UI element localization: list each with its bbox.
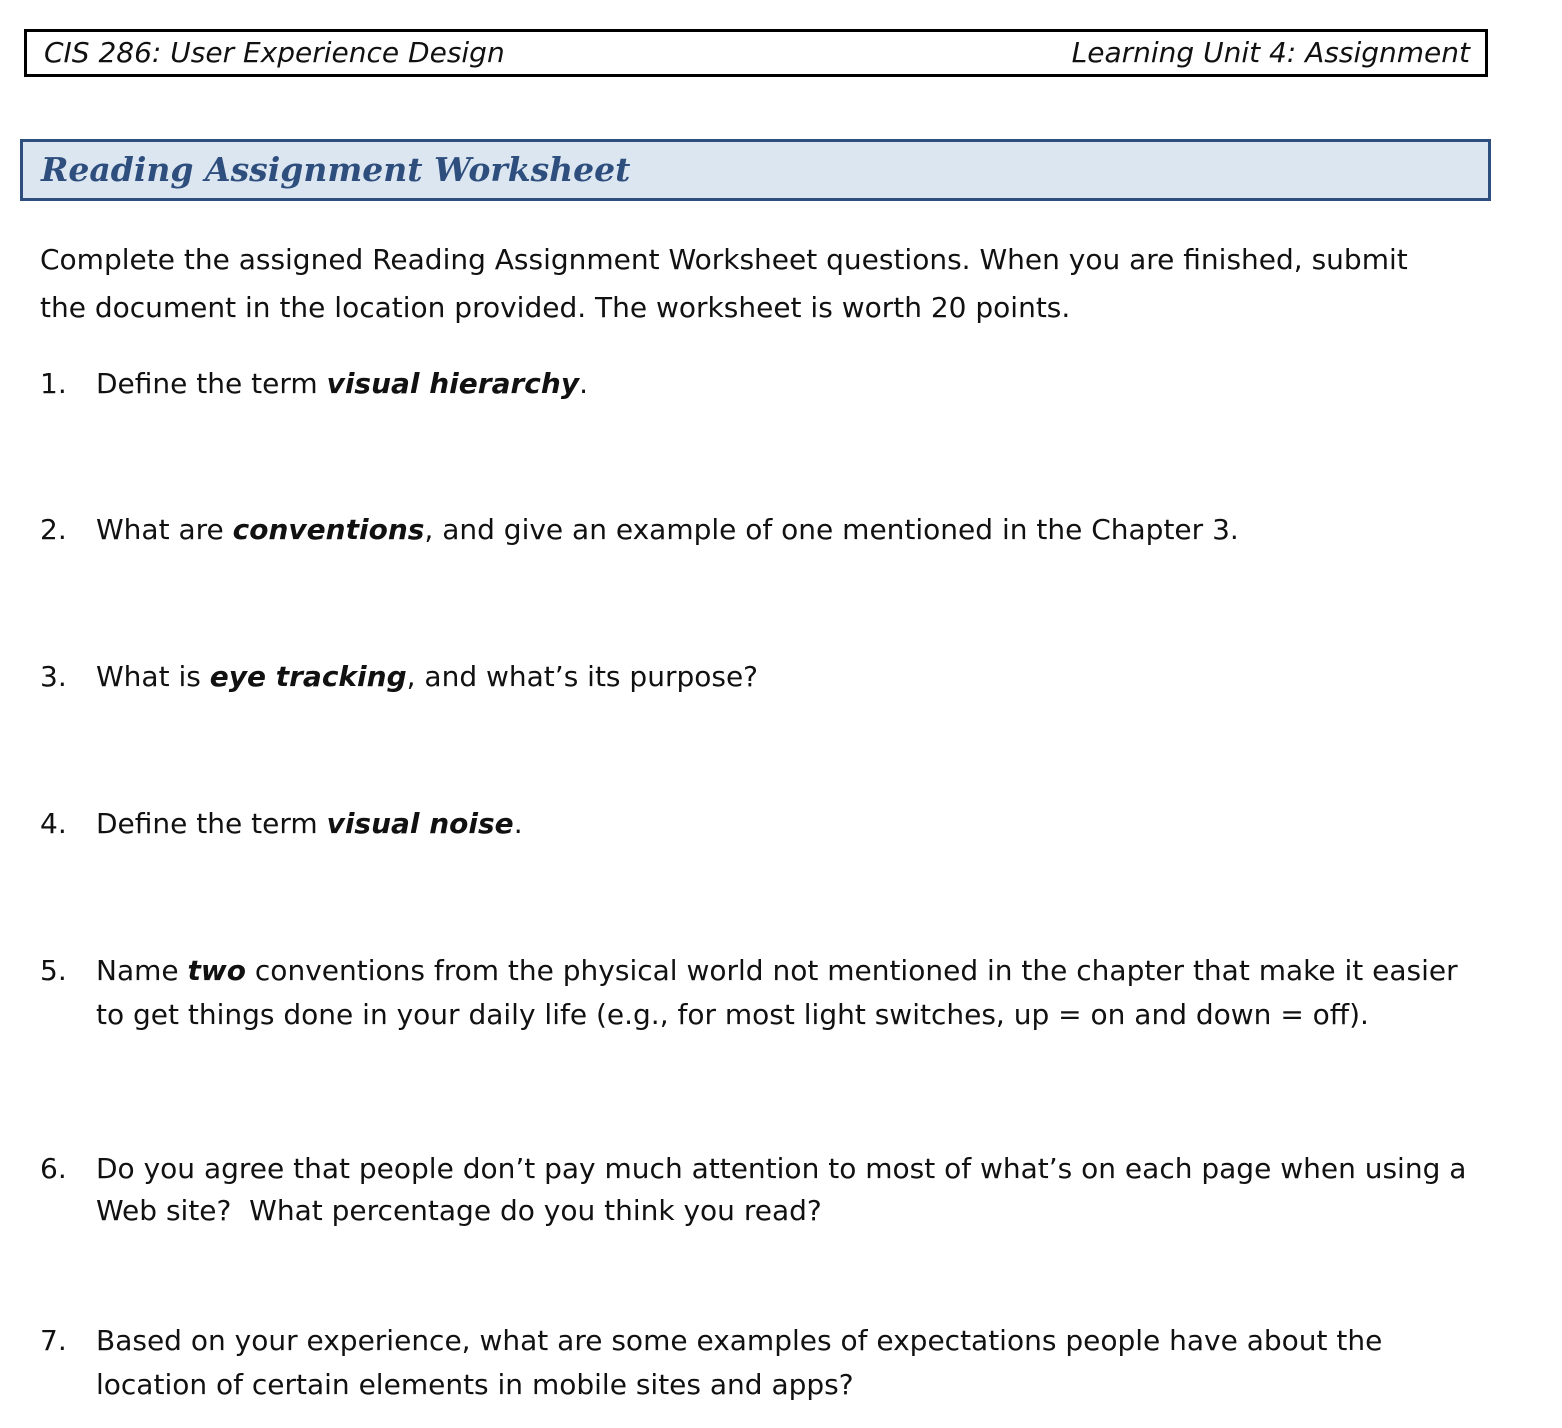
question-number: 6. (40, 1152, 67, 1185)
question-number: 2. (40, 513, 67, 546)
question-number: 7. (40, 1324, 67, 1357)
question-text: Do you agree that people don’t pay much attention to most of what’s on each page when using a Web site? What percentage do you think you read? (96, 1152, 1476, 1227)
question-text: Define the term visual hierarchy. (96, 367, 588, 400)
question-text: Define the term visual noise. (96, 807, 523, 840)
question-term: conventions (232, 513, 425, 546)
intro-paragraph: Complete the assigned Reading Assignment Worksheet questions. When you are finished, submit the document in the location provided. The worksheet is worth 20 points. (40, 243, 1408, 324)
question-number: 1. (40, 367, 67, 400)
question-text: Based on your experience, what are some examples of expectations people have about the location of certain elements in mobile sites and apps? (96, 1324, 1383, 1401)
question-number: 5. (40, 954, 67, 987)
question-term: visual noise (326, 807, 514, 840)
question-term: eye tracking (209, 660, 407, 693)
course-title: CIS 286: User Experience Design (44, 36, 505, 69)
worksheet-title: Reading Assignment Worksheet (41, 150, 631, 189)
question-number: 4. (40, 807, 67, 840)
question-number: 3. (40, 660, 67, 693)
question-text: What are conventions, and give an example of one mentioned in the Chapter 3. (96, 513, 1239, 546)
question-term: two (187, 954, 247, 987)
document-header (24, 29, 1488, 77)
worksheet-title-banner (20, 139, 1491, 201)
question-term: visual hierarchy (326, 367, 580, 400)
question-text: Name two conventions from the physical world not mentioned in the chapter that make it easier to get things done in your daily life (e.g., for most light switches, up = on and down = off). (96, 954, 1458, 1031)
question-text: What is eye tracking, and what’s its purpose? (96, 660, 759, 693)
unit-title: Learning Unit 4: Assignment (1071, 36, 1470, 69)
